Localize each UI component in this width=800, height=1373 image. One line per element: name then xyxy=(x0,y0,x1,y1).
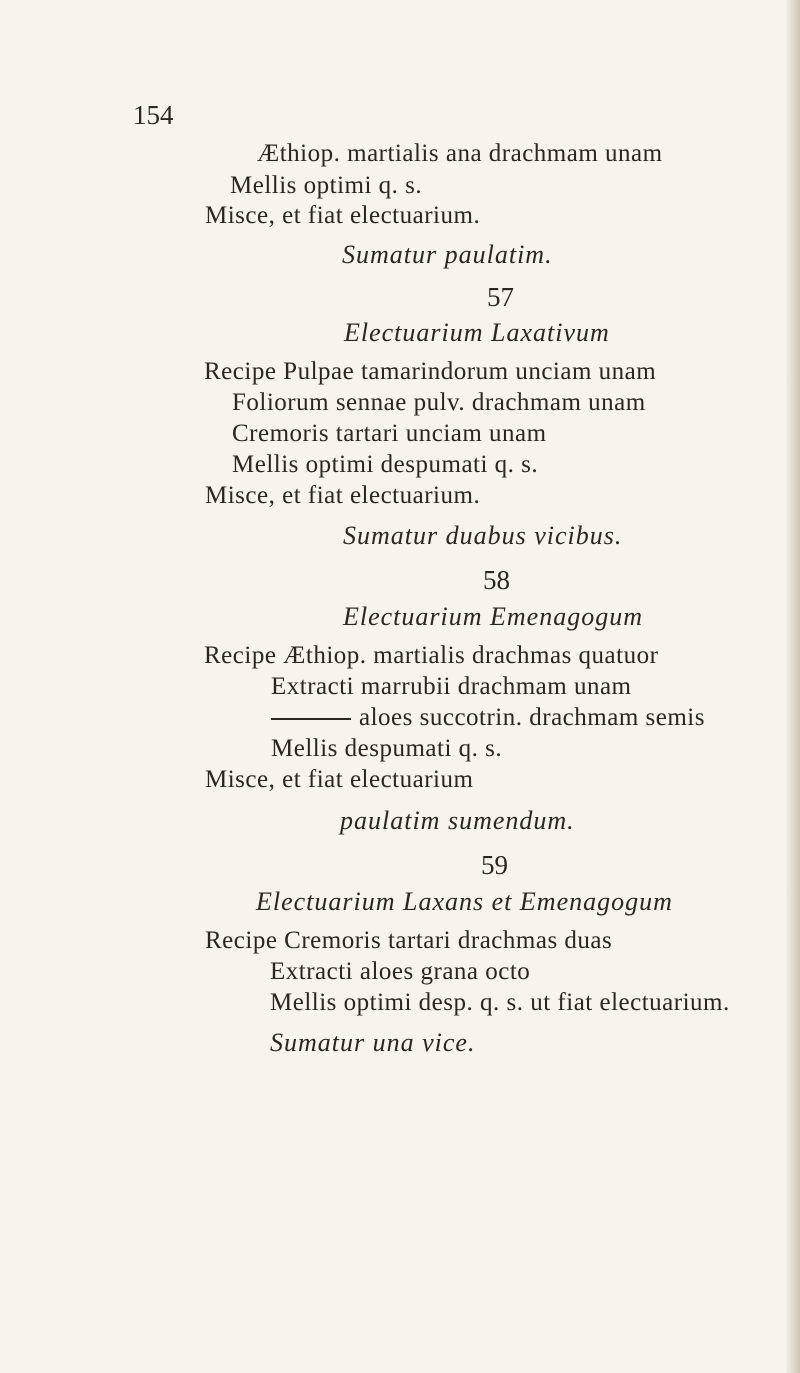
recipe-line: Cremoris tartari unciam unam xyxy=(232,420,547,447)
instruction-line: Sumatur duabus vicibus. xyxy=(343,521,623,550)
recipe-line: Æthiop. martialis ana drachmam unam xyxy=(257,140,663,167)
recipe-line: Extracti marrubii drachmam unam xyxy=(271,673,632,700)
recipe-line: Mellis optimi despumati q. s. xyxy=(232,451,539,478)
recipe-line-text: aloes succotrin. drachmam semis xyxy=(359,704,705,731)
recipe-line: Extracti aloes grana octo xyxy=(270,958,531,985)
recipe-number: 58 xyxy=(483,565,510,595)
page-edge xyxy=(786,0,800,1373)
recipe-line: Misce, et fiat electuarium. xyxy=(205,202,481,229)
page-number: 154 xyxy=(133,100,174,130)
recipe-line: Mellis optimi desp. q. s. ut fiat electuarium. xyxy=(270,989,730,1016)
recipe-line xyxy=(271,704,705,732)
recipe-line: Foliorum sennae pulv. drachmam unam xyxy=(232,389,646,416)
recipe-line: Recipe Pulpae tamarindorum unciam unam xyxy=(204,358,657,385)
recipe-title: Electuarium Laxans et Emenagogum xyxy=(256,887,673,916)
recipe-number: 59 xyxy=(481,850,508,880)
recipe-title: Electuarium Laxativum xyxy=(344,318,610,347)
recipe-line: Mellis despumati q. s. xyxy=(271,735,503,762)
recipe-line: Misce, et fiat electuarium. xyxy=(205,482,481,509)
recipe-line: Recipe Æthiop. martialis drachmas quatuor xyxy=(204,642,659,669)
recipe-number: 57 xyxy=(487,282,514,312)
recipe-line: Misce, et fiat electuarium xyxy=(205,766,474,793)
recipe-line: Mellis optimi q. s. xyxy=(230,172,423,199)
recipe-line: Recipe Cremoris tartari drachmas duas xyxy=(205,927,613,954)
ditto-dash xyxy=(271,718,351,720)
instruction-line: Sumatur una vice. xyxy=(270,1028,476,1057)
instruction-line: paulatim sumendum. xyxy=(340,806,575,835)
instruction-line: Sumatur paulatim. xyxy=(342,240,553,269)
recipe-title: Electuarium Emenagogum xyxy=(343,602,644,631)
